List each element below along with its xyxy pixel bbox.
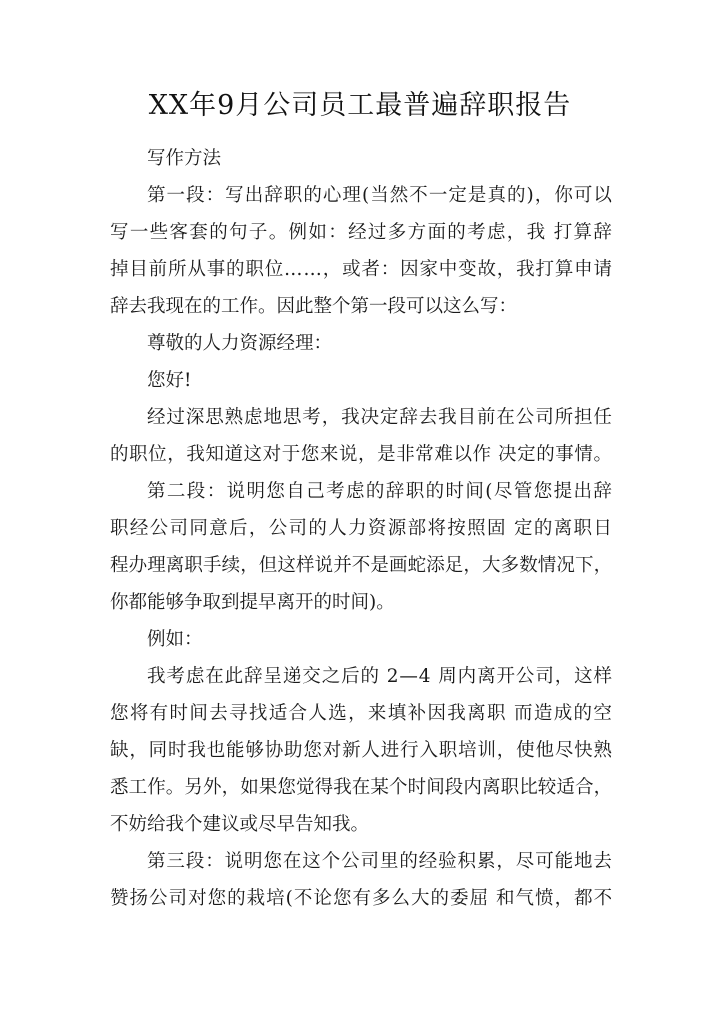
text-line: 悉工作。另外，如果您觉得我在某个时间段内离职比较适合， — [110, 777, 613, 798]
text-line: 赞扬公司对您的栽培(不论您有多么大的委屈 和气愤，都不 — [110, 888, 614, 909]
text-line: 缺，同时我也能够协助您对新人进行入职培训，使他尽快熟 — [110, 740, 613, 761]
text-line: 尊敬的人力资源经理： — [147, 333, 333, 354]
text-line: 第一段：写出辞职的心理(当然不一定是真的)，你可以 — [147, 185, 613, 206]
text-line: 第二段：说明您自己考虑的辞职的时间(尽管您提出辞 — [147, 481, 614, 502]
text-line: 我考虑在此辞呈递交之后的 2—4 周内离开公司，这样 — [147, 666, 613, 687]
text-line: 职经公司同意后，公司的人力资源部将按照固 定的离职日 — [110, 518, 614, 539]
text-line: 你都能够争取到提早离开的时间)。 — [110, 592, 395, 613]
text-line: 您好! — [147, 370, 192, 391]
text-line: 例如： — [147, 629, 203, 650]
text-line: 第三段：说明您在这个公司里的经验积累，尽可能地去 — [147, 851, 613, 872]
document-title: XX年9月公司员工最普遍辞职报告 — [148, 90, 572, 121]
text-line: 写一些客套的句子。例如：经过多方面的考虑，我 打算辞 — [110, 222, 614, 243]
text-line: 程办理离职手续，但这样说并不是画蛇添足，大多数情况下， — [110, 555, 613, 576]
text-line: 掉目前所从事的职位……，或者：因家中变故，我打算申请 — [110, 259, 613, 280]
text-line: 经过深思熟虑地思考，我决定辞去我目前在公司所担任 — [147, 407, 613, 428]
text-line: 不妨给我个建议或尽早告知我。 — [110, 814, 370, 835]
text-line: 辞去我现在的工作。因此整个第一段可以这么写： — [110, 296, 518, 317]
text-line: 的职位，我知道这对于您来说，是非常难以作 决定的事情。 — [110, 444, 613, 465]
document-body — [110, 140, 612, 917]
text-line: 写作方法 — [147, 148, 222, 169]
text-line: 您将有时间去寻找适合人选，来填补因我离职 而造成的空 — [110, 703, 614, 724]
